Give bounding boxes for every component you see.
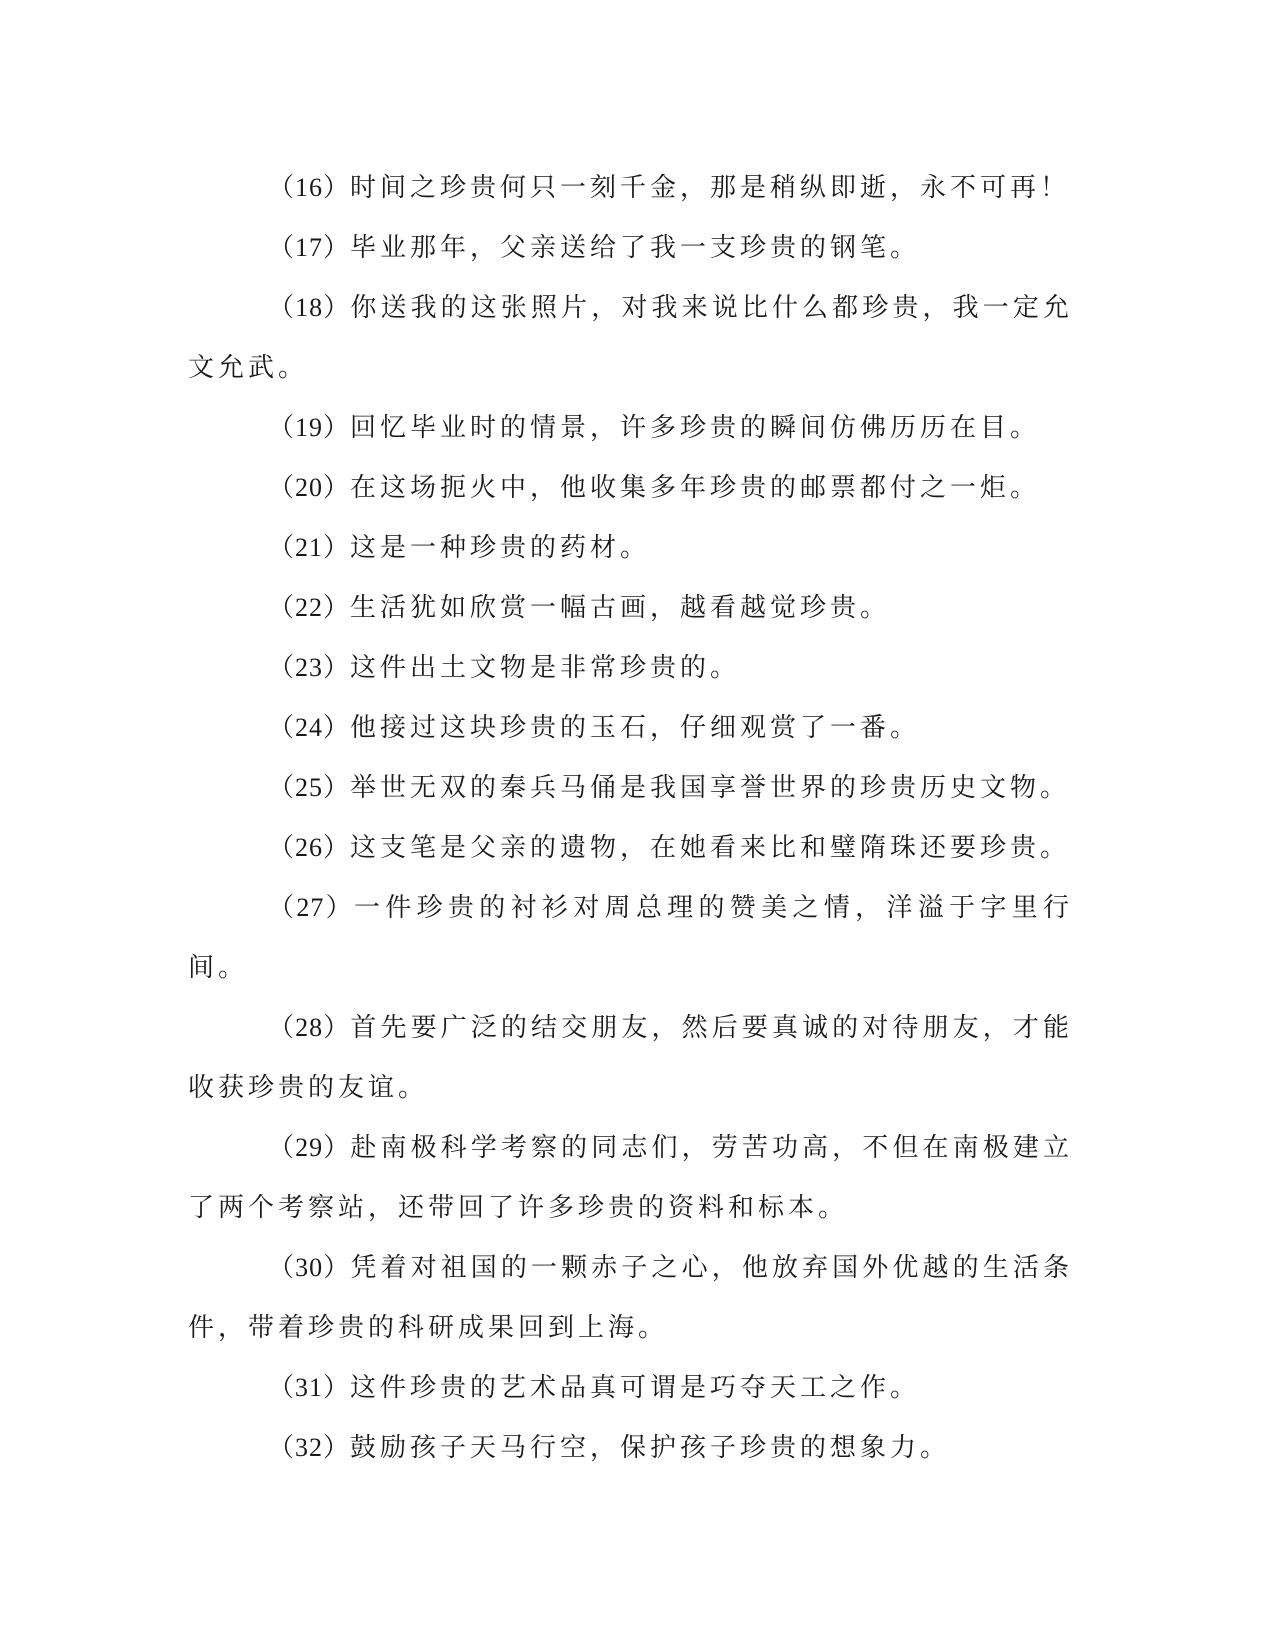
sentence-18 — [188, 278, 1073, 398]
sentence-number: （16） — [268, 173, 351, 202]
sentence-31 — [188, 1358, 1073, 1418]
sentence-text: 他接过这块珍贵的玉石，仔细观赏了一番。 — [350, 713, 921, 743]
sentence-number: （27） — [268, 893, 354, 922]
sentence-30 — [188, 1238, 1073, 1358]
sentence-24 — [188, 698, 1073, 758]
sentence-number: （23） — [268, 653, 351, 682]
sentence-text: 生活犹如欣赏一幅古画，越看越觉珍贵。 — [350, 593, 891, 623]
sentence-text: 举世无双的秦兵马俑是我国享誉世界的珍贵历史文物。 — [350, 773, 1071, 803]
sentence-32 — [188, 1418, 1073, 1478]
sentence-number: （28） — [268, 1013, 351, 1042]
sentence-22 — [188, 578, 1073, 638]
sentence-text: 在这场扼火中，他收集多年珍贵的邮票都付之一炬。 — [350, 473, 1041, 503]
sentence-text: 回忆毕业时的情景，许多珍贵的瞬间仿佛历历在目。 — [350, 413, 1041, 443]
sentence-text: 这件出土文物是非常珍贵的。 — [350, 653, 741, 683]
sentence-text: 一件珍贵的衬衫对周总理的赞美之情，洋溢于字里行间。 — [188, 893, 1073, 983]
sentence-text: 这支笔是父亲的遗物，在她看来比和璧隋珠还要珍贵。 — [350, 833, 1071, 863]
sentence-number: （26） — [268, 833, 351, 862]
sentence-text: 鼓励孩子天马行空，保护孩子珍贵的想象力。 — [350, 1433, 951, 1463]
sentence-29 — [188, 1118, 1073, 1238]
sentence-number: （17） — [268, 233, 351, 262]
sentence-text: 凭着对祖国的一颗赤子之心，他放弃国外优越的生活条件，带着珍贵的科研成果回到上海。 — [188, 1253, 1073, 1343]
sentence-text: 你送我的这张照片，对我来说比什么都珍贵，我一定允文允武。 — [188, 293, 1073, 383]
sentence-28 — [188, 998, 1073, 1118]
sentence-number: （24） — [268, 713, 351, 742]
sentence-text: 这件珍贵的艺术品真可谓是巧夺天工之作。 — [350, 1373, 921, 1403]
sentence-20 — [188, 458, 1073, 518]
sentence-25 — [188, 758, 1073, 818]
sentence-number: （20） — [268, 473, 351, 502]
sentence-number: （32） — [268, 1433, 351, 1462]
sentence-number: （25） — [268, 773, 351, 802]
sentence-26 — [188, 818, 1073, 878]
sentence-number: （19） — [268, 413, 351, 442]
sentence-number: （22） — [268, 593, 351, 622]
sentence-23 — [188, 638, 1073, 698]
sentence-number: （30） — [268, 1253, 351, 1282]
sentence-number: （21） — [268, 533, 351, 562]
sentence-21 — [188, 518, 1073, 578]
sentence-text: 赴南极科学考察的同志们，劳苦功高，不但在南极建立了两个考察站，还带回了许多珍贵的资料和标本。 — [188, 1133, 1073, 1223]
sentence-number: （31） — [268, 1373, 351, 1402]
sentence-27 — [188, 878, 1073, 998]
sentence-17 — [188, 218, 1073, 278]
sentence-text: 毕业那年，父亲送给了我一支珍贵的钢笔。 — [350, 233, 921, 263]
sentence-number: （29） — [268, 1133, 351, 1162]
sentence-text: 首先要广泛的结交朋友，然后要真诚的对待朋友，才能收获珍贵的友谊。 — [188, 1013, 1073, 1103]
sentence-19 — [188, 398, 1073, 458]
sentence-text: 这是一种珍贵的药材。 — [350, 533, 651, 563]
sentence-number: （18） — [268, 293, 351, 322]
sentence-16 — [188, 158, 1073, 218]
sentence-text: 时间之珍贵何只一刻千金，那是稍纵即逝，永不可再！ — [350, 173, 1071, 203]
sentence-list — [188, 158, 1073, 1478]
